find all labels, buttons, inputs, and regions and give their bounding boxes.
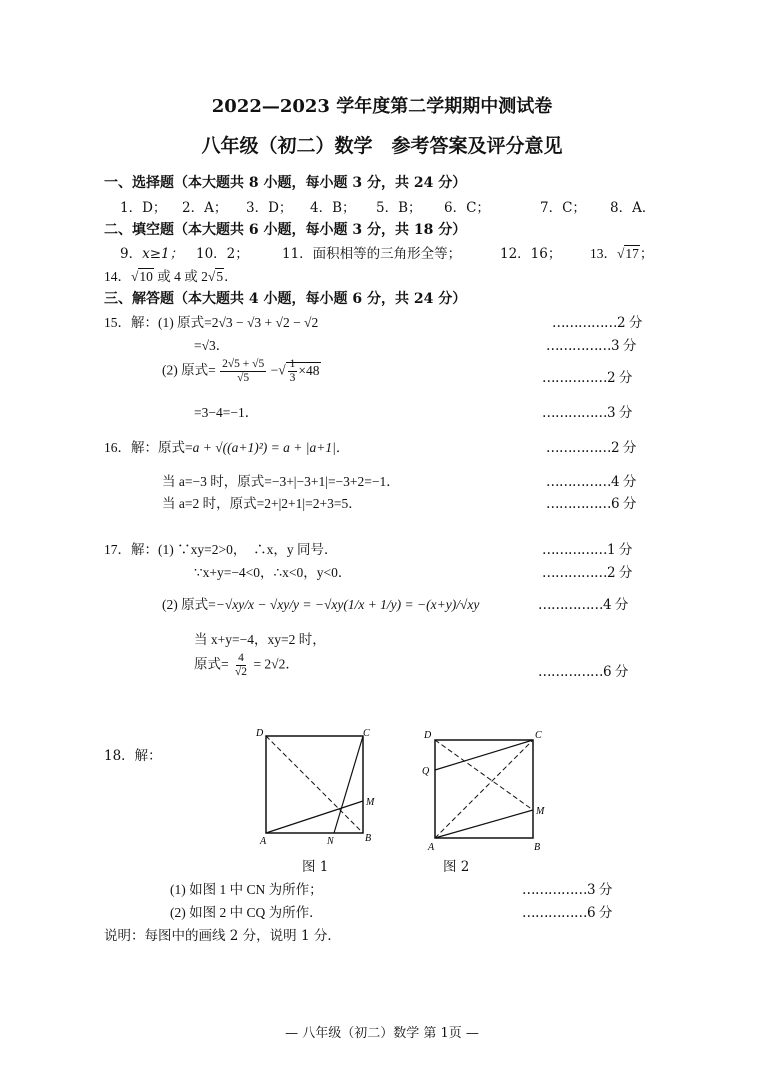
q18-score1: ……………3 分 xyxy=(522,882,612,898)
answer-7: 7．C； xyxy=(540,200,586,216)
answer-6: 6．C； xyxy=(444,200,490,216)
q15-radical: $\frac{1}{3}$ ×48 xyxy=(286,362,321,378)
fig1-label-b: B xyxy=(365,833,372,844)
q15-score3: ……………2 分 xyxy=(542,370,632,386)
q17-score3: ……………4 分 xyxy=(538,597,628,613)
answer-12: 12．16； xyxy=(500,246,562,262)
fig2-line-qc xyxy=(435,740,533,770)
answer-3: 3．D； xyxy=(246,200,293,216)
q17-expr: −√xy/x − √xy/y = −√xy(1/x + 1/y) = −(x+y)/√xy xyxy=(215,597,480,612)
q15-line1: 15．解：(1) 原式=2√3 − √3 + √2 − √2 xyxy=(104,315,319,330)
q18-line1: (1) 如图 1 中 CN 为所作； xyxy=(170,882,323,897)
fig1-label-a: A xyxy=(260,836,267,847)
answer-5: 5．B； xyxy=(376,200,422,216)
answer-13: 13．√17； xyxy=(590,246,654,261)
answer-14-radicand1: 10 xyxy=(139,269,153,284)
fig2-label-m: M xyxy=(536,806,545,817)
answer-11: 11．面积相等的三角形全等； xyxy=(282,246,462,262)
q16-score3: ……………6 分 xyxy=(546,496,636,512)
q16-line2: 当 a=−3 时，原式=−3+|−3+1|=−3+2=−1． xyxy=(162,474,400,489)
fig2-label-a: A xyxy=(428,842,435,852)
q17-score4: ……………6 分 xyxy=(538,664,628,680)
fig1-label-n: N xyxy=(327,836,334,847)
q18-label: 18．解： xyxy=(104,748,162,764)
section1-heading: 一、选择题（本大题共 8 小题，每小题 3 分，共 24 分） xyxy=(104,175,467,191)
q16-score2: ……………4 分 xyxy=(546,474,636,490)
q17-line1: 17．解：(1) ∵xy=2>0， ∴x，y 同号． xyxy=(104,542,338,557)
answer-10: 10．2； xyxy=(196,246,249,262)
answer-14: 14．√10 或 4 或 2√5． xyxy=(104,269,238,284)
fig2-line-dm xyxy=(435,740,533,810)
section3-heading: 三、解答题（本大题共 4 小题，每小题 6 分，共 24 分） xyxy=(104,291,467,307)
figure-2 xyxy=(418,724,558,852)
grading-note: 说明：每图中的画线 2 分，说明 1 分． xyxy=(104,928,341,944)
answer-8: 8．A． xyxy=(610,200,656,216)
q16-score1: ……………2 分 xyxy=(546,440,636,456)
fig2-label-q: Q xyxy=(422,766,430,777)
page-footer: — 八年级（初二）数学 第 1页 — xyxy=(285,1026,479,1041)
fig1-label-c: C xyxy=(363,728,370,739)
figure-1 xyxy=(255,724,380,848)
q17-line3: (2) 原式=−√xy/x − √xy/y = −√xy(1/x + 1/y) = −(x+y)/√xy xyxy=(162,597,480,612)
figure-2-caption: 图 2 xyxy=(443,859,470,875)
fig1-label-d: D xyxy=(256,728,264,739)
q16-line1: 16．解：原式=a + √((a+1)²) = a + |a+1|． xyxy=(104,440,350,455)
q15-score1: ……………2 分 xyxy=(552,315,642,331)
q15-fraction: $\frac{2√5 + √5}{√5}$ xyxy=(222,358,265,384)
fig2-label-d: D xyxy=(424,730,432,741)
figure-1-caption: 图 1 xyxy=(302,859,329,875)
q15-score2: ……………3 分 xyxy=(546,338,636,354)
q17-line5: 原式= $\frac{4}{√2}$ = 2√2． xyxy=(194,652,299,678)
fig1-line-am xyxy=(266,801,363,833)
answer-9-value: x≥1； xyxy=(142,246,184,262)
fig1-label-m: M xyxy=(366,797,375,808)
fig2-label-c: C xyxy=(535,730,542,741)
q15-line2: =√3． xyxy=(194,338,230,353)
q18-line2: (2) 如图 2 中 CQ 为所作． xyxy=(170,905,323,920)
q16-line3: 当 a=2 时，原式=2+|2+1|=2+3=5． xyxy=(162,496,362,511)
answer-key-title: 八年级（初二）数学 参考答案及评分意见 xyxy=(201,135,563,157)
q17-fraction: $\frac{4}{√2}$ xyxy=(235,652,248,678)
answer-2: 2．A； xyxy=(182,200,228,216)
q16-expr: a + √((a+1)²) = a + |a+1|． xyxy=(192,440,350,455)
q15-expr1: 2√3 − √3 + √2 − √2 xyxy=(211,315,319,330)
q15-score4: ……………3 分 xyxy=(542,405,632,421)
answer-1: 1．D； xyxy=(120,200,167,216)
answer-9: 9．x≥1； xyxy=(120,246,184,262)
answer-14-radicand2: 5 xyxy=(216,269,224,284)
q17-score1: ……………1 分 xyxy=(542,542,632,558)
q18-score2: ……………6 分 xyxy=(522,905,612,921)
fig2-label-b: B xyxy=(534,842,541,852)
exam-title: 2022—2023 学年度第二学期期中测试卷 xyxy=(211,96,553,117)
q17-line4: 当 x+y=−4，xy=2 时， xyxy=(194,632,326,647)
q15-line3: (2) 原式= $\frac{2√5 + √5}{√5}$ −√ $\frac{1}{3}$ ×48 xyxy=(162,358,320,384)
answer-4: 4．B； xyxy=(310,200,356,216)
q15-line4: =3−4=−1． xyxy=(194,405,259,420)
q17-score2: ……………2 分 xyxy=(542,565,632,581)
answer-13-radicand: 17 xyxy=(625,246,639,261)
section2-heading: 二、填空题（本大题共 6 小题，每小题 3 分，共 18 分） xyxy=(104,222,467,238)
q17-line2: ∵x+y=−4<0，∴x<0，y<0． xyxy=(194,565,352,580)
